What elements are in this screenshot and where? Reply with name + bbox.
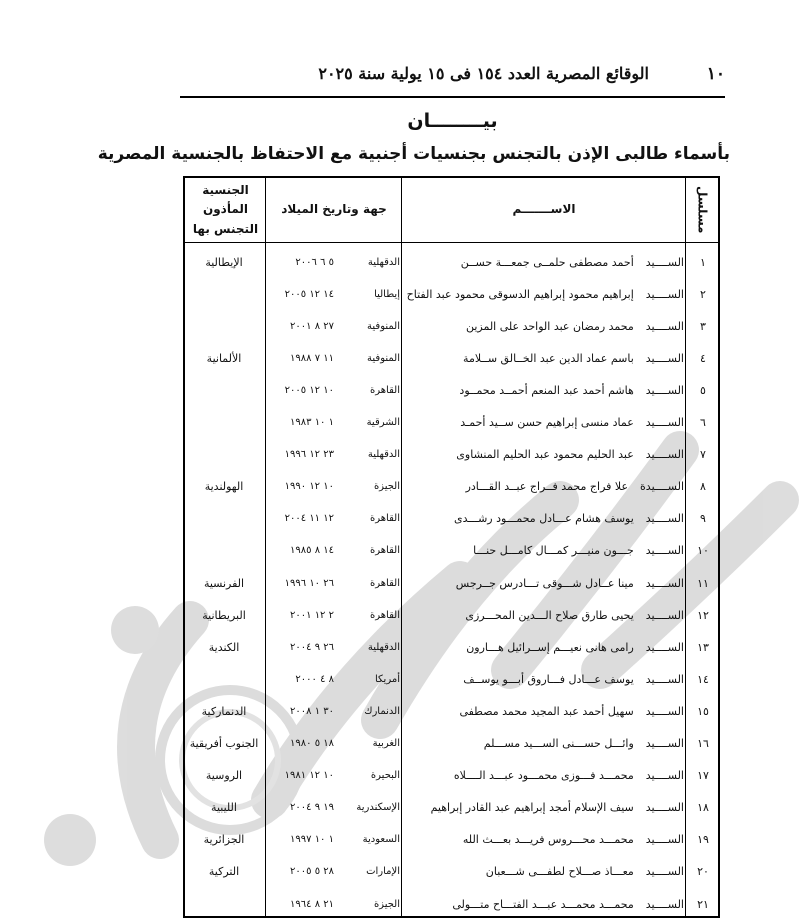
row-birth-date: ٢٦ ١٠ ١٩٩٦: [284, 577, 334, 589]
row-title: الســــيد: [645, 416, 684, 429]
row-birth-date: ١٠ ١٢ ١٩٨١: [284, 770, 334, 782]
row-birth-place: الجيزة: [373, 481, 400, 493]
row-title: الســــيد: [645, 255, 684, 269]
row-full-name: سيف الإسلام أمجد إبراهيم عبد القادر إبراهيم: [430, 801, 634, 815]
row-nationality: الروسية: [205, 769, 243, 783]
table-row: [185, 856, 718, 888]
row-birth-place: المنوفية: [367, 320, 400, 332]
row-birth-date: ٢٦ ٩ ٢٠٠٤: [290, 641, 334, 653]
row-birth-place: السعودية: [362, 834, 400, 846]
row-birth-date: ٥ ٦ ٢٠٠٦: [295, 256, 334, 268]
row-serial: ٢: [700, 287, 706, 301]
row-name: [404, 760, 684, 792]
row-title: الســــيدة: [640, 480, 684, 494]
row-birth-date: ١٠ ١٢ ٢٠٠٥: [284, 384, 334, 396]
row-birth-place: الغربية: [372, 738, 400, 749]
row-name: [404, 310, 684, 342]
header-divider: [185, 242, 718, 243]
table-row: [185, 567, 718, 599]
row-name: [404, 407, 684, 439]
row-birth-place: القاهرة: [370, 577, 400, 589]
row-full-name: إبراهيم محمود إبراهيم الدسوقى محمود عبد الفتاح: [406, 287, 634, 301]
table-row: [185, 888, 718, 920]
row-nationality: التركية: [208, 865, 240, 879]
row-serial: ١٢: [697, 608, 709, 622]
row-name: [404, 439, 684, 471]
row-name: [404, 663, 684, 695]
row-name: [404, 278, 684, 310]
row-birth-place: القاهرة: [370, 513, 400, 525]
row-birth-date: ١ ١٠ ١٩٨٣: [290, 417, 334, 428]
row-serial: ١٨: [697, 801, 709, 815]
header-rule: [180, 96, 725, 98]
row-full-name: محمد رمضان عبد الواحد على المزين: [465, 319, 634, 333]
row-birth-place: الدقهلية: [367, 641, 400, 653]
row-birth-date: ٢٧ ٨ ٢٠٠١: [290, 320, 334, 332]
row-name: [404, 599, 684, 631]
row-birth-date: ١٢ ١١ ٢٠٠٤: [284, 513, 334, 525]
table-row: [185, 535, 718, 567]
row-birth-place: الشرقية: [366, 417, 400, 428]
row-nationality: الجزائرية: [203, 833, 245, 847]
row-birth-date: ١٠ ١٢ ١٩٩٠: [284, 481, 334, 493]
row-full-name: أحمد مصطفى حلمــى جمعـــة حســن: [460, 255, 634, 269]
row-serial: ١٣: [697, 640, 709, 654]
row-title: الســــيد: [645, 737, 684, 750]
row-title: الســــيد: [645, 544, 684, 558]
row-nationality: الإيطالية: [205, 255, 243, 269]
row-nationality: الهولندية: [204, 480, 244, 494]
row-full-name: جـــون منيـــر كمـــال كامـــل حنـــا: [473, 544, 634, 558]
row-name: [404, 792, 684, 824]
row-title: الســــيد: [645, 833, 684, 847]
row-birth-place: الدنمارك: [364, 705, 400, 717]
row-serial: ٤: [700, 351, 706, 365]
row-nationality: الليبية: [211, 801, 237, 815]
row-birth-place: القاهرة: [370, 609, 400, 621]
column-header-nationality: الجنسية المأذون التجنس بها: [192, 183, 259, 236]
row-name: [404, 856, 684, 888]
table-row: [185, 760, 718, 792]
row-full-name: مينا عــادل شـــوقى تـــادرس جــرجس: [455, 576, 634, 590]
row-name: [404, 471, 684, 503]
row-full-name: يوسف هشام عـــادل محمـــود رشـــدى: [454, 512, 634, 526]
row-birth-date: ١٤ ١٢ ٢٠٠٥: [284, 288, 334, 300]
row-title: الســــيد: [645, 383, 684, 397]
column-header-birth: جهة وتاريخ الميلاد: [281, 202, 387, 217]
row-birth-date: ٢١ ٨ ١٩٦٤: [290, 898, 334, 910]
row-full-name: وائـــل حســـنى الســـيد مســـلم: [483, 737, 634, 750]
row-birth-place: الإسكندرية: [356, 802, 400, 814]
row-full-name: سهيل أحمد عبد المجيد محمد مصطفى: [459, 704, 634, 718]
row-name: [404, 695, 684, 727]
row-birth-date: ١١ ٧ ١٩٨٨: [290, 352, 334, 364]
row-birth-date: ٢٣ ١٢ ١٩٩٦: [284, 449, 334, 461]
row-birth-place: إيطاليا: [374, 288, 400, 300]
row-nationality: الكندية: [208, 640, 240, 654]
row-birth-date: ١٩ ٩ ٢٠٠٤: [290, 802, 334, 814]
row-nationality: الألمانية: [206, 351, 242, 365]
row-serial: ٢٠: [697, 865, 709, 879]
row-full-name: عماد منسى إبراهيم حسن ســيد أحمـد: [460, 416, 634, 429]
row-birth-place: أمريكا: [374, 673, 400, 685]
row-birth-place: القاهرة: [370, 545, 400, 557]
row-name: [404, 503, 684, 535]
row-birth-place: القاهرة: [370, 384, 400, 396]
row-full-name: يحيى طارق صلاح الـــدين المحـــرزى: [465, 608, 634, 622]
table-row: [185, 503, 718, 535]
row-serial: ١٤: [697, 672, 709, 686]
table-row: [185, 407, 718, 439]
row-title: الســــيد: [645, 287, 684, 301]
row-serial: ٧: [700, 448, 706, 462]
column-header-serial: مسلسل: [695, 186, 710, 234]
row-name: [404, 535, 684, 567]
row-title: الســــيد: [645, 512, 684, 526]
table-row: [185, 246, 718, 278]
row-title: الســــيد: [645, 319, 684, 333]
table-row: [185, 792, 718, 824]
row-serial: ١٩: [697, 833, 709, 847]
row-birth-date: ٢٨ ٥ ٢٠٠٥: [290, 866, 334, 878]
row-birth-place: الإمارات: [366, 866, 400, 878]
row-title: الســــيد: [645, 865, 684, 879]
row-title: الســــيد: [645, 448, 684, 462]
row-birth-place: الجيزة: [373, 898, 400, 910]
declaration-subtitle: بأسماء طالبى الإذن بالتجنس بجنسيات أجنبية مع الاحتفاظ بالجنسية المصرية: [97, 144, 730, 164]
row-title: الســــيد: [645, 801, 684, 815]
row-serial: ١١: [697, 576, 709, 590]
table-row: [185, 471, 718, 503]
table-row: [185, 695, 718, 727]
row-nationality: البريطانية: [202, 608, 246, 622]
row-full-name: يوسف عـــادل فـــاروق أبـــو يوســف: [463, 672, 634, 686]
table-row: [185, 728, 718, 760]
row-serial: ٩: [700, 512, 706, 526]
row-nationality: الفرنسية: [203, 576, 245, 590]
row-serial: ١٥: [697, 704, 709, 718]
row-serial: ٨: [700, 480, 706, 494]
row-full-name: رامى هانى نعيـــم إســرائيل هـــارون: [466, 640, 634, 654]
row-title: الســــيد: [645, 769, 684, 783]
row-title: الســــيد: [645, 576, 684, 590]
table-row: [185, 824, 718, 856]
row-title: الســــيد: [645, 608, 684, 622]
table-row: [185, 310, 718, 342]
row-full-name: معـــاذ صـــلاح لطفـــى شـــعبان: [485, 865, 634, 879]
row-full-name: باسم عماد الدين عبد الخــالق ســلامة: [463, 351, 634, 365]
row-title: الســــيد: [645, 897, 684, 911]
row-full-name: عبد الحليم محمود عبد الحليم المنشاوى: [456, 448, 634, 462]
row-serial: ٥: [700, 383, 706, 397]
row-birth-place: البحيرة: [370, 770, 400, 782]
row-nationality: الدنماركية: [201, 704, 247, 718]
row-name: [404, 374, 684, 406]
table-row: [185, 663, 718, 695]
row-serial: ٦: [700, 416, 706, 429]
applicants-table: [183, 176, 720, 918]
row-name: [404, 246, 684, 278]
page-header: [180, 58, 725, 88]
table-row: [185, 278, 718, 310]
row-serial: ١٧: [697, 769, 709, 783]
row-full-name: علا فراج محمد فــراج عبــد القـــادر: [465, 480, 629, 494]
table-row: [185, 439, 718, 471]
row-full-name: محمـــد محمـــد عبـــد الفتـــاح متـــولى: [452, 897, 634, 911]
row-birth-date: ١٨ ٥ ١٩٨٠: [290, 738, 334, 749]
table-row: [185, 342, 718, 374]
row-name: [404, 631, 684, 663]
row-name: [404, 888, 684, 920]
running-title: الوقائع المصرية العدد ١٥٤ فى ١٥ يولية سنة ٢٠٢٥: [318, 64, 649, 83]
row-birth-date: ١٤ ٨ ١٩٨٥: [290, 545, 334, 557]
row-title: الســــيد: [645, 640, 684, 654]
row-serial: ١٠: [697, 544, 709, 558]
row-serial: ٣: [700, 319, 706, 333]
column-header-name: الاســـــــم: [512, 202, 576, 217]
row-serial: ٢١: [697, 897, 709, 911]
row-birth-place: الدقهلية: [367, 449, 400, 461]
row-full-name: محمـــد فـــوزى محمـــود عبـــد الــــلاه: [453, 769, 634, 783]
row-title: الســــيد: [645, 672, 684, 686]
row-full-name: محمـــد محـــروس فريـــد بعـــث الله: [462, 833, 634, 847]
page-number: ١٠: [706, 64, 725, 84]
row-birth-date: ٢ ١٢ ٢٠٠١: [290, 609, 334, 621]
declaration-title: بيــــــــان: [407, 110, 498, 132]
row-name: [404, 567, 684, 599]
row-birth-place: الدقهلية: [367, 256, 400, 268]
row-birth-date: ١ ١٠ ١٩٩٧: [290, 834, 334, 846]
table-row: [185, 631, 718, 663]
row-nationality: الجنوب أفريقية: [189, 737, 259, 750]
row-birth-date: ٨ ٤ ٢٠٠٠: [295, 673, 334, 685]
row-title: الســــيد: [645, 351, 684, 365]
row-full-name: هاشم أحمد عبد المنعم أحمــد محمــود: [459, 383, 634, 397]
row-serial: ١: [700, 255, 706, 269]
row-name: [404, 824, 684, 856]
row-serial: ١٦: [697, 737, 709, 750]
row-birth-place: المنوفية: [367, 352, 400, 364]
row-name: [404, 342, 684, 374]
row-birth-date: ٣٠ ١ ٢٠٠٨: [290, 705, 334, 717]
table-row: [185, 374, 718, 406]
table-row: [185, 599, 718, 631]
row-name: [404, 728, 684, 760]
row-title: الســــيد: [645, 704, 684, 718]
